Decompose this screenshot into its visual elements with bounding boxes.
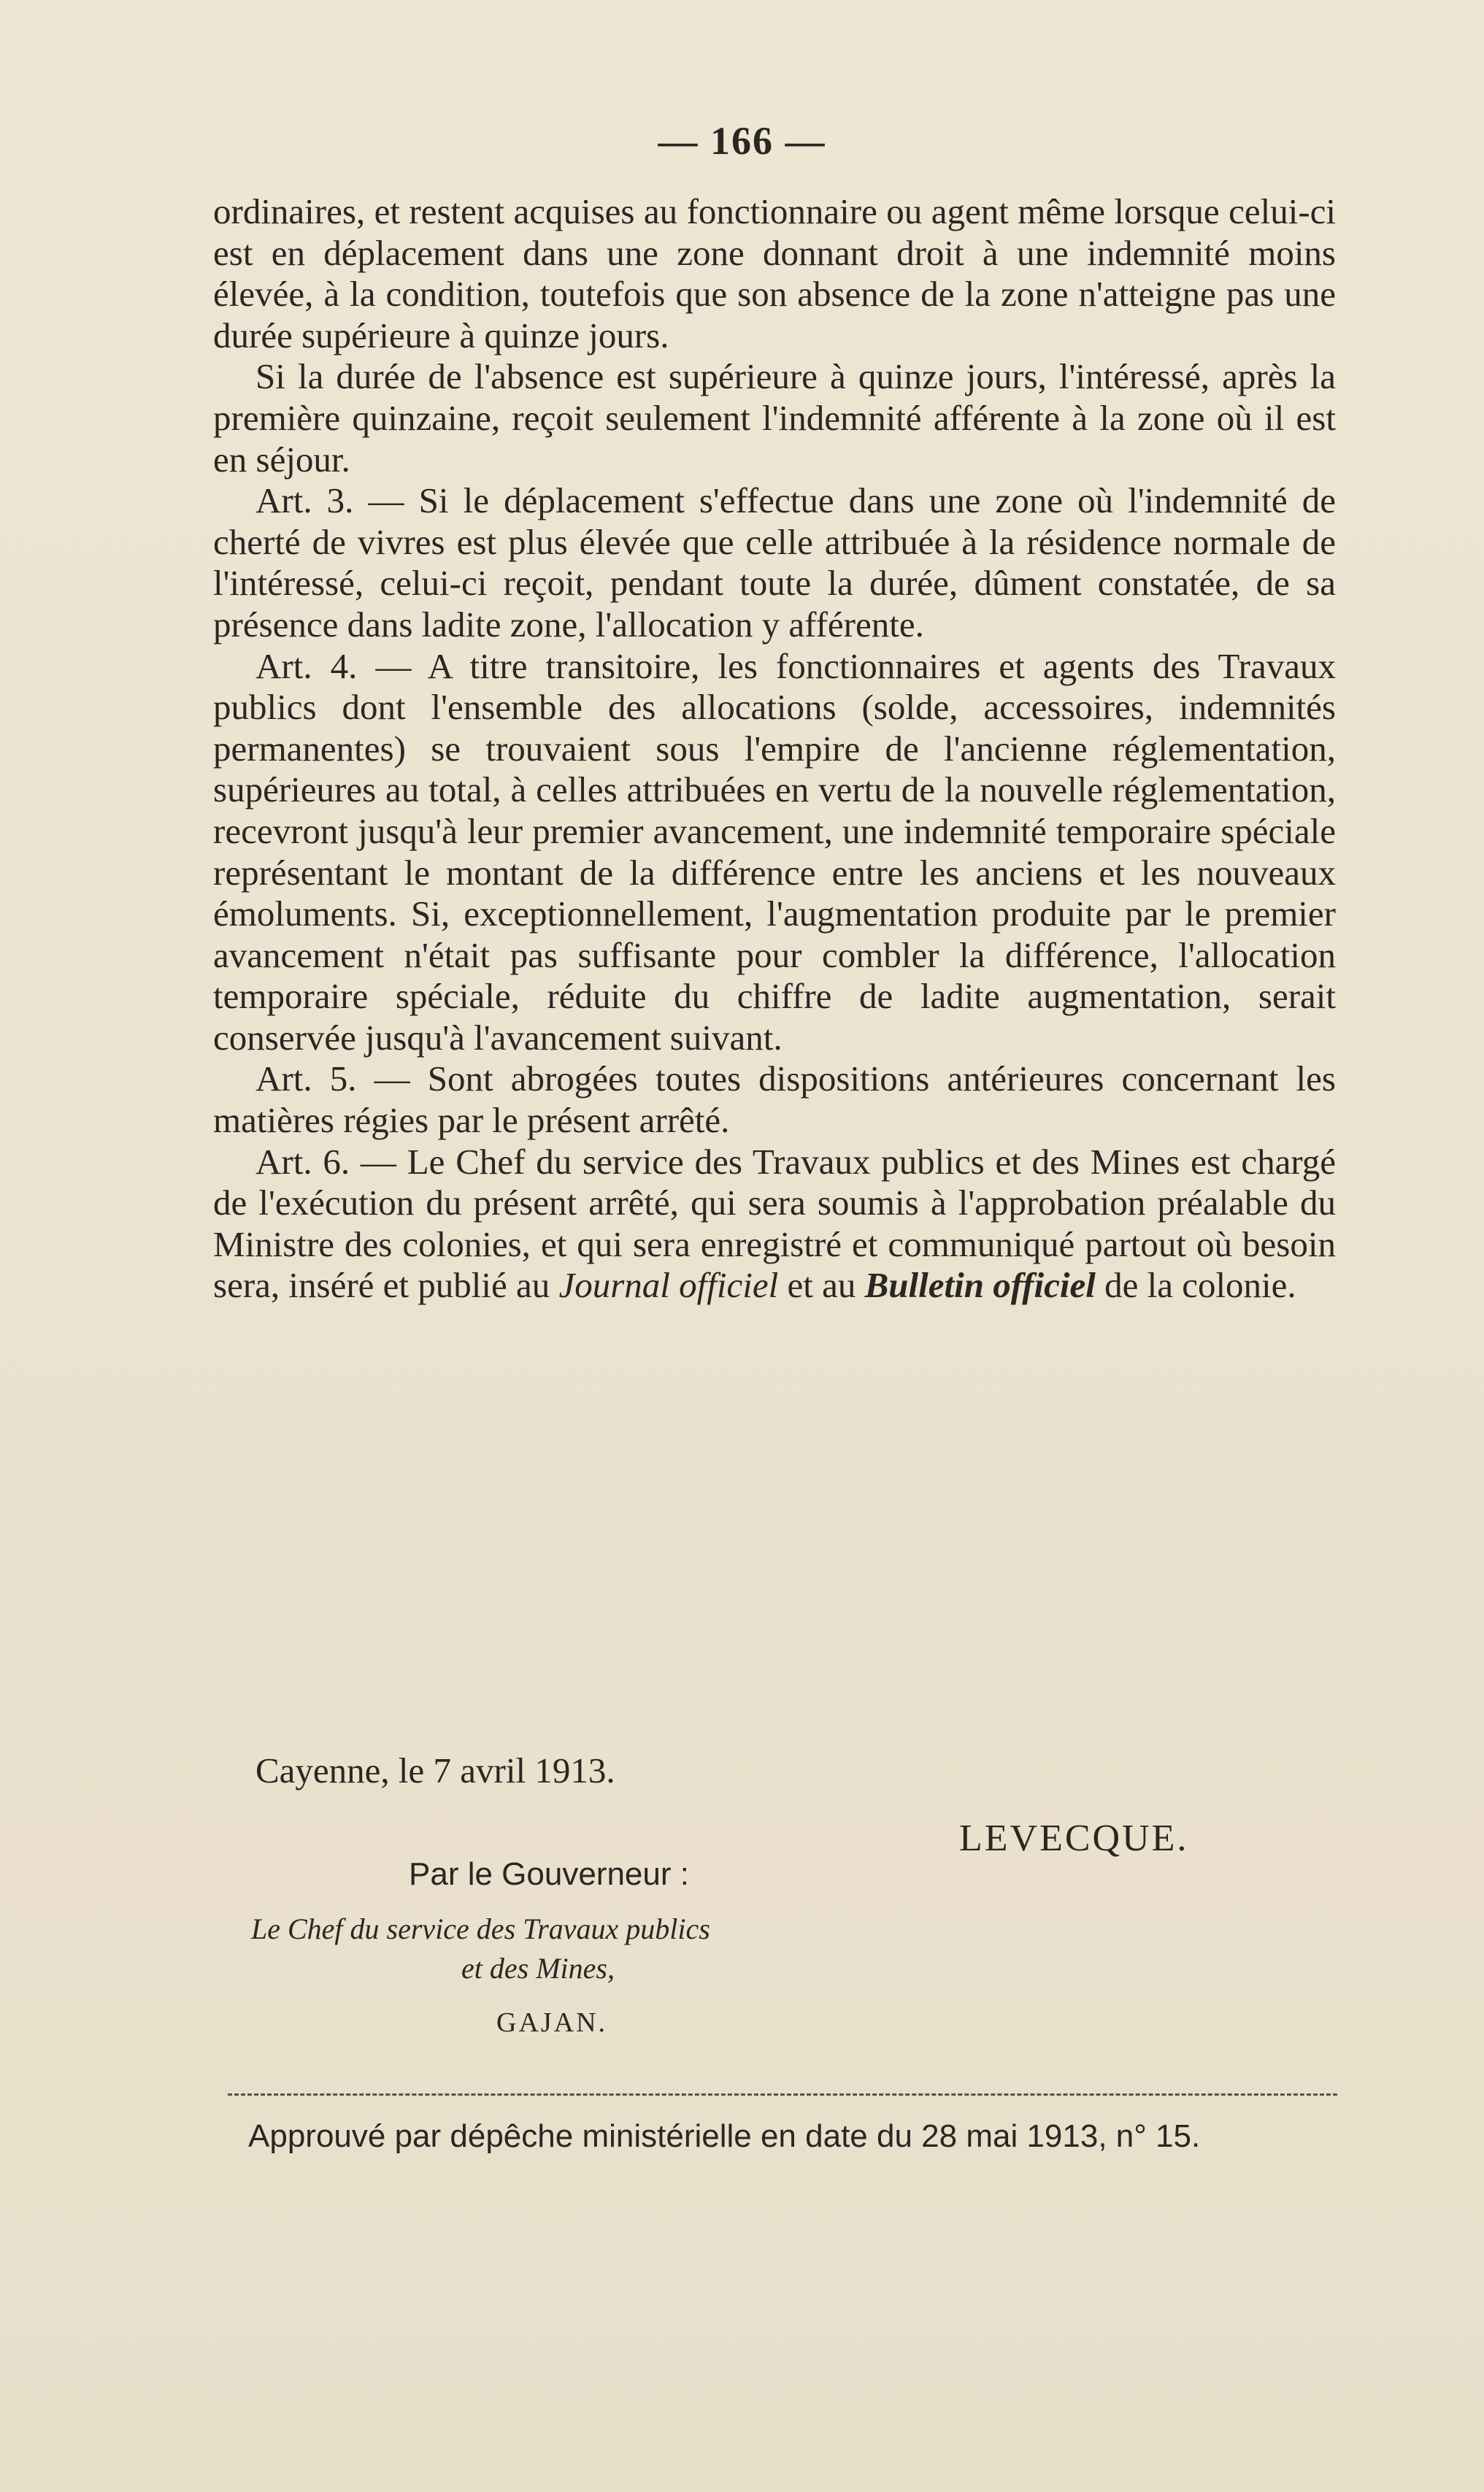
article-6-text-before: Art. 6. — Le Chef du service des Travaux publics et des Mines est chargé de l'exécution du présent arrêté, qui sera soumis à l'approbation préalable du Ministre des colonies, et qui sera enregistré et communiqué partout où besoin sera, inséré et publié au xyxy=(213,1141,1336,1306)
date-line: Cayenne, le 7 avril 1913. xyxy=(255,1750,615,1791)
article-6-text-after: de la colonie. xyxy=(1095,1265,1296,1306)
paragraph-article-5: Art. 5. — Sont abrogées toutes dispositions antérieures concernant les matières régies par le présent arrêté. xyxy=(213,1058,1336,1141)
paragraph-continuation: ordinaires, et restent acquises au fonctionnaire ou agent même lorsque celui-ci est en déplacement dans une zone donnant droit à une indemnité moins élevée, à la condition, toutefois que son absence de la zone n'atteigne pas une durée supérieure à quinze jours. xyxy=(213,191,1336,355)
chief-title-line-2: et des Mines, xyxy=(461,1952,615,1985)
footnote-divider xyxy=(228,2093,1337,2096)
paragraph-article-6 xyxy=(213,1142,1336,1307)
article-6-text-middle: et au xyxy=(778,1265,865,1306)
by-governor-line: Par le Gouverneur : xyxy=(409,1856,689,1892)
chief-title-line-1: Le Chef du service des Travaux publics xyxy=(251,1912,710,1945)
signoff-block xyxy=(0,1750,1484,2085)
chief-signature: GAJAN. xyxy=(496,2007,608,2038)
page-number: — 166 — xyxy=(658,119,826,163)
journal-officiel-title: Journal officiel xyxy=(558,1265,779,1306)
paragraph-absence: Si la durée de l'absence est supérieure à quinze jours, l'intéressé, après la première quinzaine, reçoit seulement l'indemnité afférente à la zone où il est en séjour. xyxy=(213,356,1336,480)
paragraph-article-3: Art. 3. — Si le déplacement s'effectue dans une zone où l'indemnité de cherté de vivres est plus élevée que celle attribuée à la résidence normale de l'intéressé, celui-ci reçoit, pendant toute la durée, dûment constatée, de sa présence dans ladite zone, l'allocation y afférente. xyxy=(213,480,1336,645)
bulletin-officiel-title: Bulletin officiel xyxy=(864,1265,1096,1306)
governor-signature: LEVECQUE. xyxy=(959,1818,1189,1859)
approval-footnote: Approuvé par dépêche ministérielle en date du 28 mai 1913, n° 15. xyxy=(248,2118,1201,2154)
article-body xyxy=(213,191,1336,1307)
paragraph-article-4: Art. 4. — A titre transitoire, les fonctionnaires et agents des Travaux publics dont l'ensemble des allocations (solde, accessoires, indemnités permanentes) se trouvaient sous l'empire de l'ancienne réglementation, supérieures au total, à celles attribuées en vertu de la nouvelle réglementation, recevront jusqu'à leur premier avancement, une indemnité temporaire spéciale représentant le montant de la différence entre les anciens et les nouveaux émoluments. Si, exceptionnellement, l'augmentation produite par le premier avancement n'était pas suffisante pour combler la différence, l'allocation temporaire spéciale, réduite du chiffre de ladite augmentation, serait conservée jusqu'à l'avancement suivant. xyxy=(213,645,1336,1058)
